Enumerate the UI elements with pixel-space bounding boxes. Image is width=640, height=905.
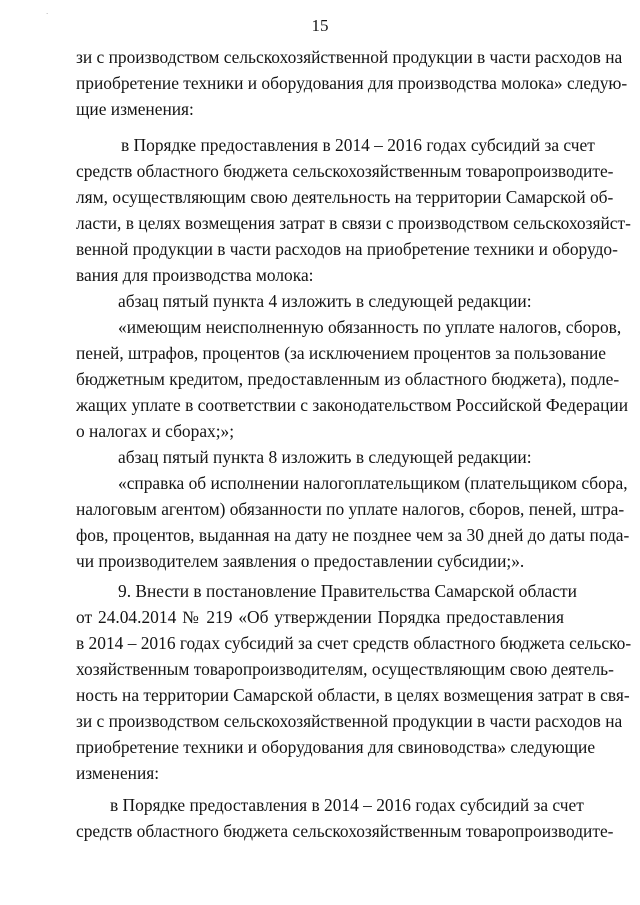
text-line: венной продукции в части расходов на приобретение техники и оборудо- [76,239,618,259]
text-line: изменения: [76,763,160,783]
text-line: пеней, штрафов, процентов (за исключением процентов за пользование [76,343,607,363]
text-line: фов, процентов, выданная на дату не позднее чем за 30 дней до даты пода- [76,525,630,545]
text-line: приобретение техники и оборудования для свиноводства» следующие [76,737,596,757]
text-line: ласти, в целях возмещения затрат в связи с производством сельскохозяйст- [76,213,631,233]
text-line: чи производителем заявления о предоставлении субсидии;». [76,551,525,571]
text-line: средств областного бюджета сельскохозяйственным товаропроизводите- [76,161,614,181]
text-line: хозяйственным товаропроизводителям, осуществляющим свою деятель- [76,659,614,679]
text-line: «справка об исполнении налогоплательщиком (плательщиком сбора, [118,473,628,493]
text-line: абзац пятый пункта 8 изложить в следующей редакции: [118,447,532,467]
text-line: зи с производством сельскохозяйственной продукции в части расходов на [76,47,623,67]
text-line: зи с производством сельскохозяйственной продукции в части расходов на [76,711,623,731]
text-line: жащих уплате в соответствии с законодательством Российской Федерации [76,395,629,415]
scan-mark: ` [46,12,49,20]
text-line: лям, осуществляющим свою деятельность на территории Самарской об- [76,187,614,207]
text-line: в 2014 – 2016 годах субсидий за счет средств областного бюджета сельско- [76,633,632,653]
page-number: 15 [311,16,329,35]
text-line: ность на территории Самарской области, в целях возмещения затрат в свя- [76,685,630,705]
text-line: «имеющим неисполненную обязанность по уплате налогов, сборов, [118,317,622,337]
text-line: в Порядке предоставления в 2014 – 2016 годах субсидий за счет [110,795,584,815]
text-line: бюджетным кредитом, предоставленным из областного бюджета), подле- [76,369,620,389]
text-line: налоговым агентом) обязанности по уплате налогов, сборов, пеней, штра- [76,499,625,519]
text-line: вания для производства молока: [76,265,314,285]
text-line: приобретение техники и оборудования для производства молока» следую- [76,73,628,93]
text-line: абзац пятый пункта 4 изложить в следующей редакции: [118,291,532,311]
text-line: в Порядке предоставления в 2014 – 2016 годах субсидий за счет [121,135,595,155]
text-line: средств областного бюджета сельскохозяйственным товаропроизводите- [76,821,614,841]
text-line: от 24.04.2014 № 219 «Об утверждении Порядка предоставления [76,607,564,627]
text-line: 9. Внести в постановление Правительства Самарской области [118,581,577,601]
text-line: о налогах и сборах;»; [76,421,235,441]
text-line: щие изменения: [76,99,194,119]
